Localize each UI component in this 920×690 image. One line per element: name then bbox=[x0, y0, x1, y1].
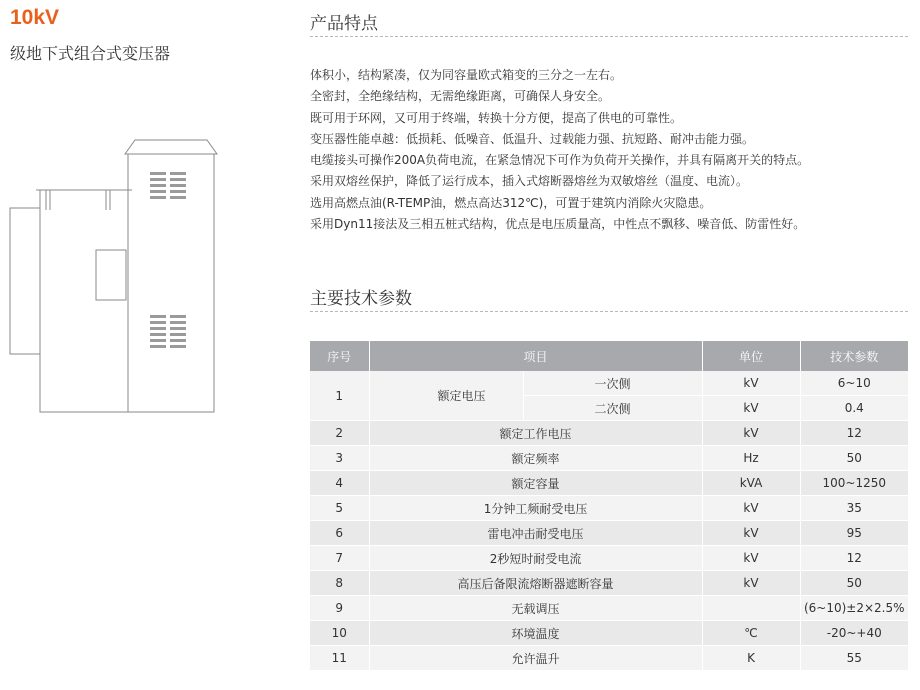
table-row bbox=[310, 546, 908, 571]
row-no: 5 bbox=[310, 496, 369, 521]
row-unit: K bbox=[702, 646, 800, 671]
row-unit: kV bbox=[702, 546, 800, 571]
row-item: 额定工作电压 bbox=[369, 421, 702, 446]
table-row bbox=[310, 496, 908, 521]
row-unit: kV bbox=[702, 571, 800, 596]
feature-item: 采用Dyn11接法及三相五桩式结构，优点是电压质量高，中性点不飘移、噪音低、防雷性好。 bbox=[310, 217, 806, 232]
col-header-value: 技术参数 bbox=[800, 341, 908, 371]
col-header-item: 项目 bbox=[369, 341, 702, 371]
features-list bbox=[310, 65, 809, 235]
row-item: 2秒短时耐受电流 bbox=[369, 546, 702, 571]
row-value: 95 bbox=[800, 521, 908, 546]
row-item: 额定频率 bbox=[369, 446, 702, 471]
table-row bbox=[310, 596, 908, 621]
row-no: 10 bbox=[310, 621, 369, 646]
row-no: 2 bbox=[310, 421, 369, 446]
row-no: 3 bbox=[310, 446, 369, 471]
row-item: 允许温升 bbox=[369, 646, 702, 671]
row-unit: kVA bbox=[702, 471, 800, 496]
row-value: 100~1250 bbox=[800, 471, 908, 496]
row-item: 1分钟工频耐受电压 bbox=[369, 496, 702, 521]
table-row bbox=[310, 471, 908, 496]
row-unit: kV bbox=[702, 396, 800, 421]
feature-item: 全密封，全绝缘结构，无需绝缘距离，可确保人身安全。 bbox=[310, 89, 611, 104]
table-row bbox=[310, 446, 908, 471]
row-no: 7 bbox=[310, 546, 369, 571]
row-unit: kV bbox=[702, 521, 800, 546]
row-value: 12 bbox=[800, 546, 908, 571]
row-value: 55 bbox=[800, 646, 908, 671]
row-unit: kV bbox=[702, 421, 800, 446]
row-value: (6~10)±2×2.5% bbox=[800, 596, 908, 621]
col-header-no: 序号 bbox=[310, 341, 369, 371]
row-unit bbox=[702, 596, 800, 621]
row-value: 50 bbox=[800, 446, 908, 471]
row-value: 6~10 bbox=[800, 371, 908, 396]
table-header-row bbox=[310, 341, 908, 371]
row-value: 50 bbox=[800, 571, 908, 596]
features-divider bbox=[310, 36, 908, 37]
feature-item: 变压器性能卓越：低损耗、低噪音、低温升、过载能力强、抗短路、耐冲击能力强。 bbox=[310, 131, 755, 146]
row-value: 0.4 bbox=[800, 396, 908, 421]
row-no: 1 bbox=[310, 371, 369, 421]
table-row bbox=[310, 646, 908, 671]
row-subitem: 一次侧 bbox=[523, 371, 702, 396]
row-value: 35 bbox=[800, 496, 908, 521]
row-value: 12 bbox=[800, 421, 908, 446]
row-value: -20~+40 bbox=[800, 621, 908, 646]
col-header-unit: 单位 bbox=[702, 341, 800, 371]
row-item: 雷电冲击耐受电压 bbox=[369, 521, 702, 546]
table-row bbox=[310, 571, 908, 596]
specs-divider bbox=[310, 311, 908, 312]
row-no: 9 bbox=[310, 596, 369, 621]
row-no: 8 bbox=[310, 571, 369, 596]
specs-table bbox=[310, 341, 908, 671]
row-unit: ℃ bbox=[702, 621, 800, 646]
feature-item: 既可用于环网，又可用于终端，转换十分方便，提高了供电的可靠性。 bbox=[310, 110, 683, 125]
product-title: 10kV bbox=[10, 6, 60, 29]
row-item: 环境温度 bbox=[369, 621, 702, 646]
row-unit: kV bbox=[702, 496, 800, 521]
table-row bbox=[310, 521, 908, 546]
row-item: 无载调压 bbox=[369, 596, 702, 621]
row-unit: Hz bbox=[702, 446, 800, 471]
table-row bbox=[310, 371, 908, 396]
table-row bbox=[310, 421, 908, 446]
table-row bbox=[310, 621, 908, 646]
row-no: 11 bbox=[310, 646, 369, 671]
row-no: 6 bbox=[310, 521, 369, 546]
row-item: 高压后备限流熔断器遮断容量 bbox=[369, 571, 702, 596]
transformer-illustration bbox=[0, 120, 240, 420]
features-heading: 产品特点 bbox=[310, 14, 378, 34]
feature-item: 电缆接头可操作200A负荷电流，在紧急情况下可作为负荷开关操作，并具有隔离开关的特点。 bbox=[310, 153, 810, 168]
feature-item: 采用双熔丝保护，降低了运行成本，插入式熔断器熔丝为双敏熔丝（温度、电流）。 bbox=[310, 174, 749, 189]
row-no: 4 bbox=[310, 471, 369, 496]
feature-item: 选用高燃点油(R-TEMP油，燃点高达312℃)，可置于建筑内消除火灾隐患。 bbox=[310, 195, 712, 210]
row-item: 额定容量 bbox=[369, 471, 702, 496]
product-subtitle: 级地下式组合式变压器 bbox=[10, 44, 171, 63]
feature-item: 体积小，结构紧凑，仅为同容量欧式箱变的三分之一左右。 bbox=[310, 68, 623, 82]
row-item: 额定电压 bbox=[369, 371, 523, 421]
specs-heading: 主要技术参数 bbox=[310, 289, 412, 309]
row-unit: kV bbox=[702, 371, 800, 396]
row-subitem: 二次侧 bbox=[523, 396, 702, 421]
